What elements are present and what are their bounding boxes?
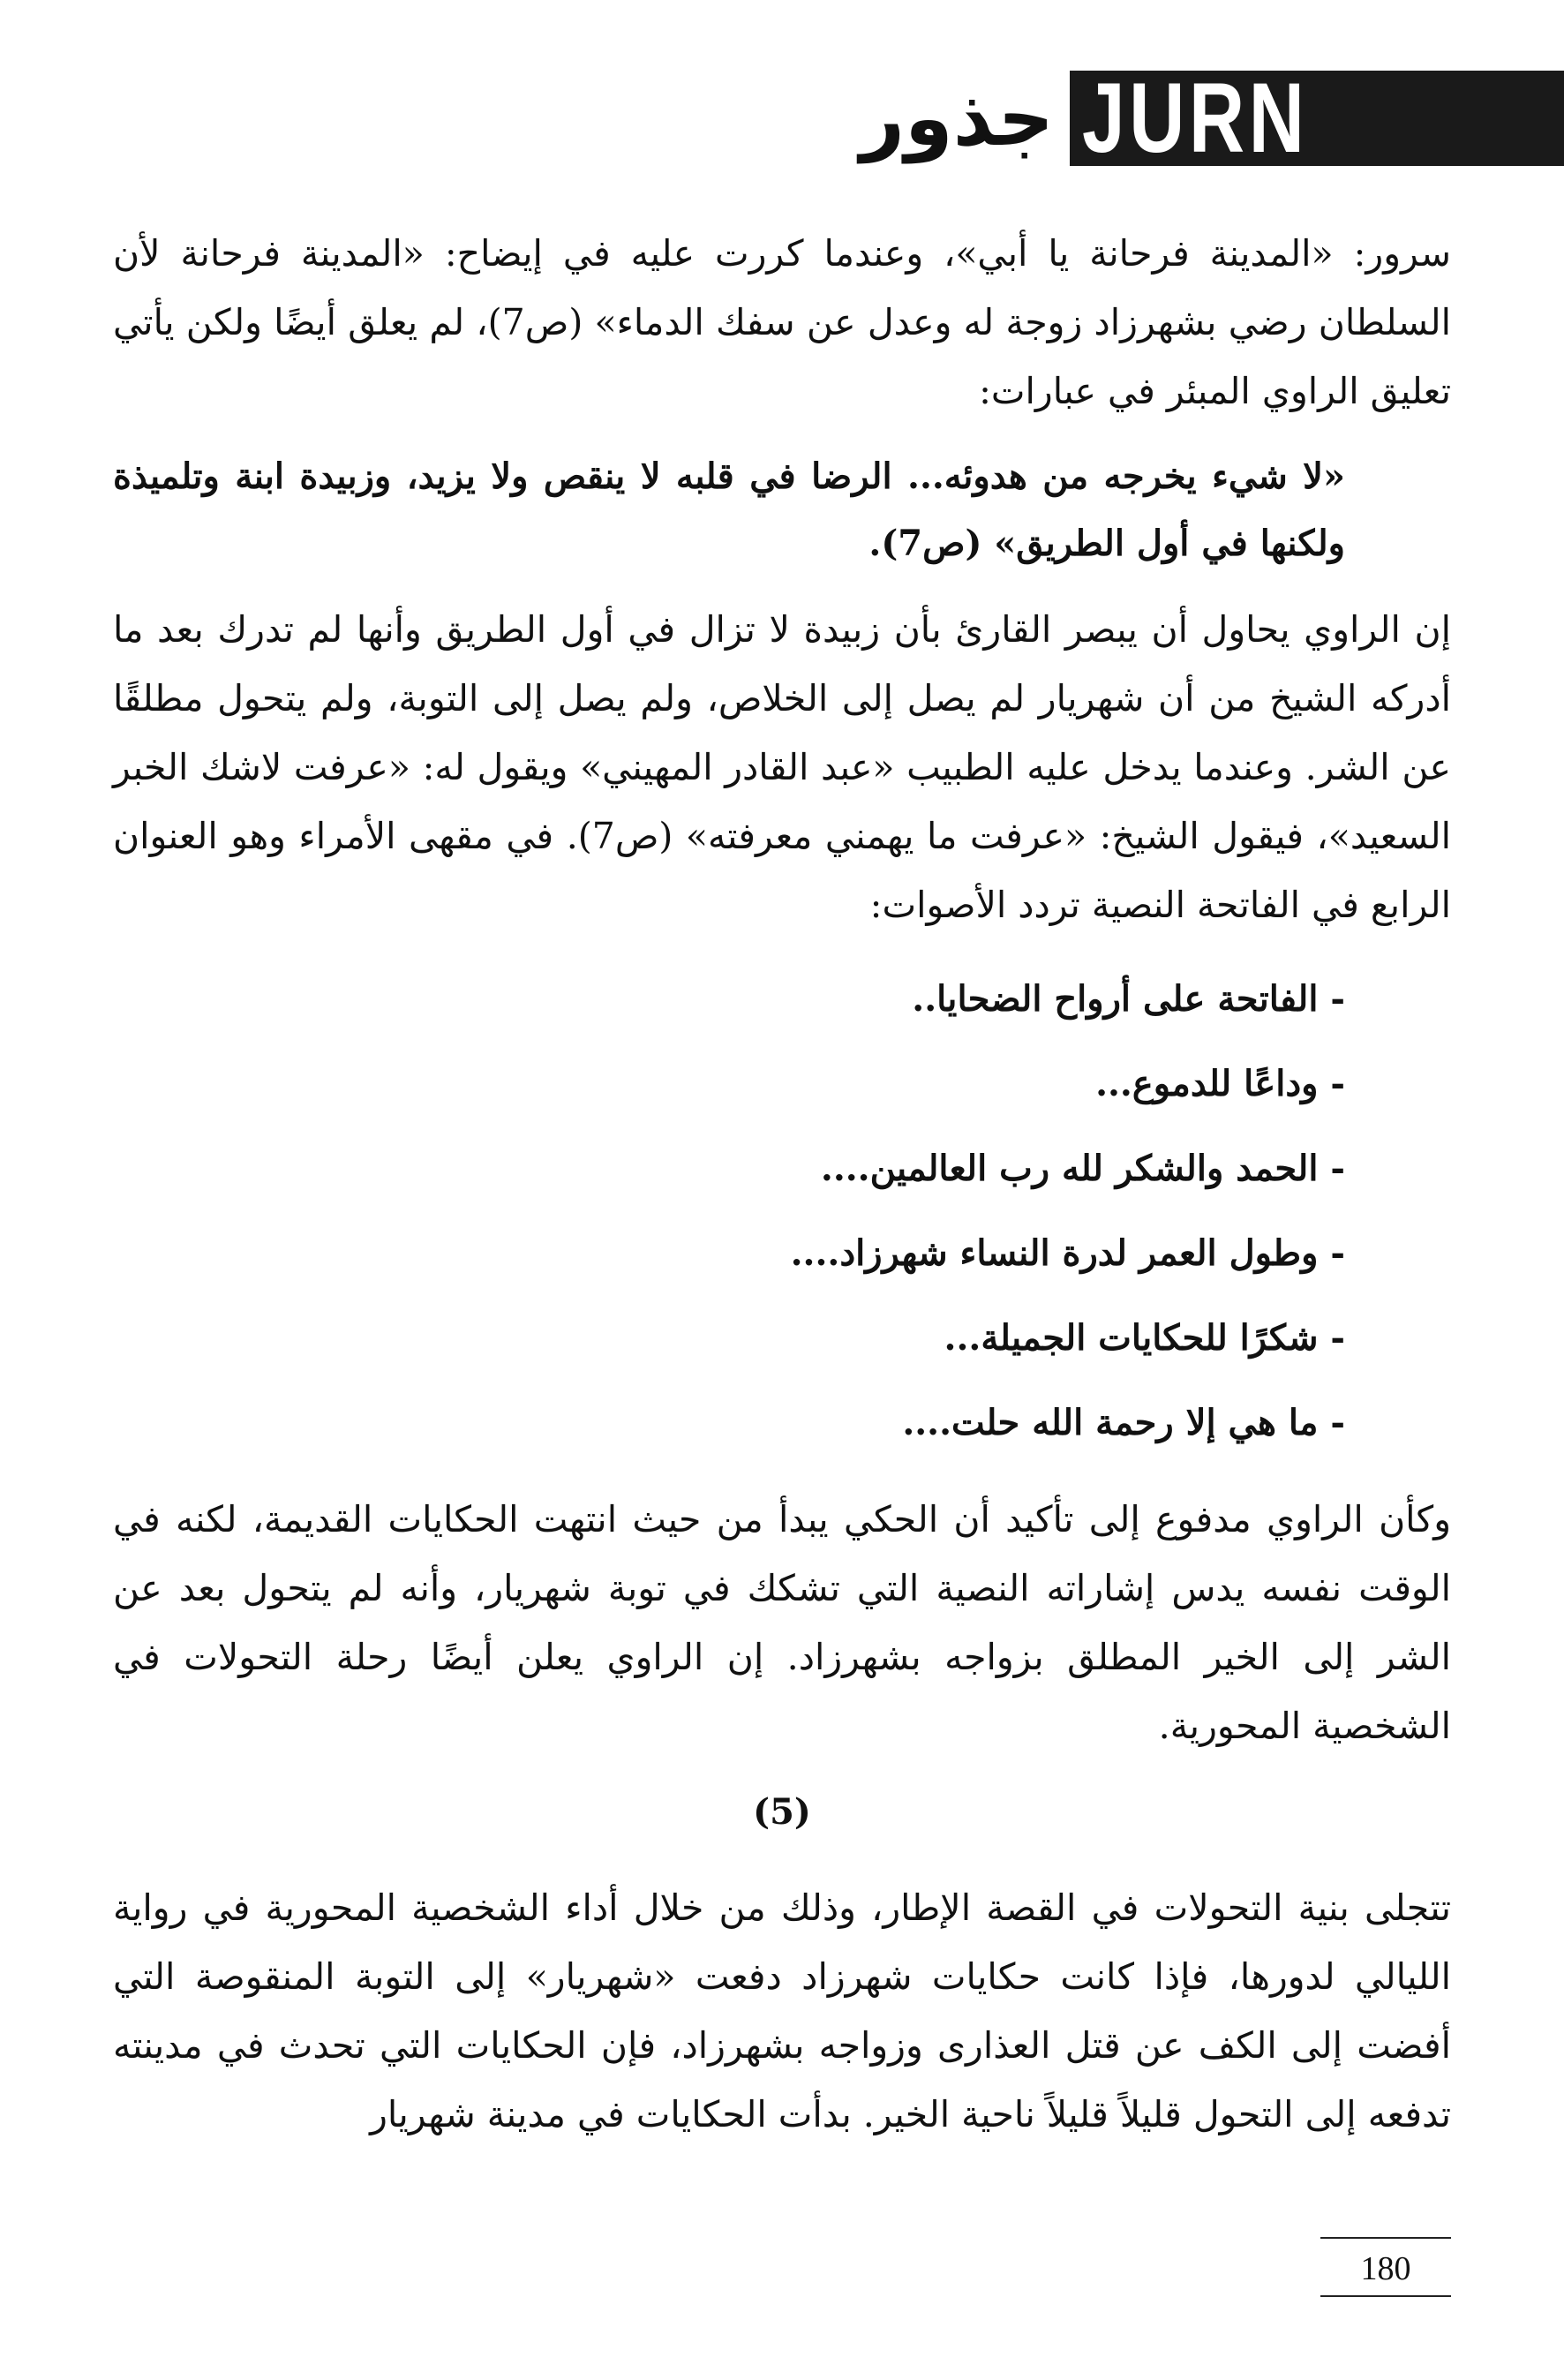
list-item: - وطول العمر لدرة النساء شهرزاد.... [790, 1232, 1345, 1274]
logo-arabic-text: جذور [860, 72, 1054, 163]
list-item: - الحمد والشكر لله رب العالمين.... [820, 1148, 1345, 1189]
page-body [113, 219, 1451, 2166]
masthead [840, 63, 1564, 173]
paragraph-3: وكأن الراوي مدفوع إلى تأكيد أن الحكي يبدأ من حيث انتهت الحكايات القديمة، لكنه في الوقت نفسه يدس إشاراته النصية التي تشكك في توبة شهريار، وأنه لم يتحول بعد عن الشر إلى الخير المطلق بزواجه بشهرزاد. إن الراوي يعلن أيضًا رحلة التحولات في الشخصية المحورية. [113, 1498, 1451, 1747]
paragraph-4: تتجلى بنية التحولات في القصة الإطار، وذلك من خلال أداء الشخصية المحورية في رواية الليالي لدورها، فإذا كانت حكايات شهرزاد دفعت «شهريار» إلى التوبة المنقوصة التي أفضت إلى الكف عن قتل العذارى وزواجه بشهرزاد، فإن الحكايات التي تحدث في مدينته تدفعه إلى التحول قليلاً قليلاً ناحية الخير. بدأت الحكايات في مدينة شهريار [113, 1887, 1452, 2135]
section-number: (5) [753, 1791, 811, 1833]
voices-list [113, 957, 1451, 1465]
list-item: - الفاتحة على أرواح الضحايا.. [912, 978, 1345, 1020]
footer-rule [1320, 2237, 1451, 2239]
list-item: - وداعًا للدموع... [1095, 1063, 1345, 1104]
page-number: 180 [1320, 2242, 1451, 2297]
paragraph-2: إن الراوي يحاول أن يبصر القارئ بأن زبيدة لا تزال في أول الطريق وأنها لم تدرك بعد ما أدركه الشيخ من أن شهريار لم يصل إلى الخلاص، ولم يصل إلى التوبة، ولم يتحول مطلقًا عن الشر. وعندما يدخل عليه الطبيب «عبد القادر المهيني» ويقول له: «عرفت لاشك الخبر السعيد»، فيقول الشيخ: «عرفت ما يهمني معرفته» (ص7). في مقهى الأمراء وهو العنوان الرابع في الفاتحة النصية تردد الأصوات: [113, 608, 1452, 926]
logo-latin-text: JURN [1082, 63, 1309, 173]
list-item: - ما هي إلا رحمة الله حلت.... [902, 1402, 1345, 1443]
logo-block [1070, 63, 1564, 173]
block-quote: «لا شيء يخرجه من هدوئه... الرضا في قلبه لا ينقص ولا يزيد، وزبيدة ابنة وتلميذة ولكنها في أول الطريق» (ص7). [113, 456, 1345, 564]
paragraph-1: سرور: «المدينة فرحانة يا أبي»، وعندما كررت عليه في إيضاح: «المدينة فرحانة لأن السلطان رضي بشهرزاد زوجة له وعدل عن سفك الدماء» (ص7)، لم يعلق أيضًا ولكن يأتي تعليق الراوي المبئر في عبارات: [113, 232, 1451, 412]
list-item: - شكرًا للحكايات الجميلة... [944, 1317, 1345, 1359]
